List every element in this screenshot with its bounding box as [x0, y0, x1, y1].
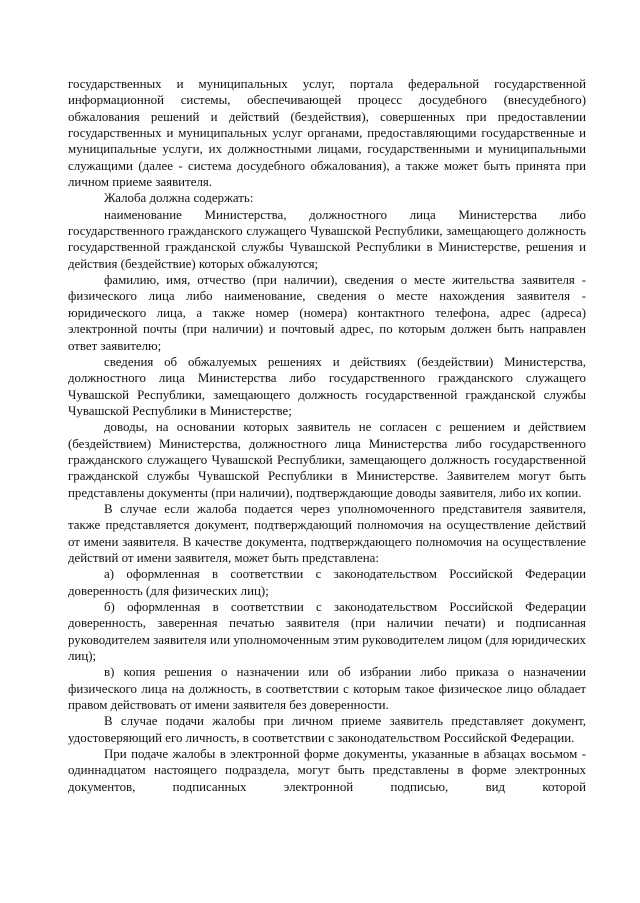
paragraph: а) оформленная в соответствии с законодательством Российской Федерации доверенность (для физических лиц); [68, 567, 586, 598]
paragraph: в) копия решения о назначении или об избрании либо приказа о назначении физического лица на должность, в соответствии с которым такое физическое лицо обладает правом действовать от имени заявителя без доверенности. [68, 665, 586, 713]
paragraph: При подаче жалобы в электронной форме документы, указанные в абзацах восьмом - одиннадцатом настоящего подраздела, могут быть представлены в форме электронных документов, подписанных электронной подписью, вид которой [68, 747, 586, 794]
paragraph: сведения об обжалуемых решениях и действиях (бездействии) Министерства, должностного лица Министерства либо государственного гражданского служащего Чувашской Республики, замещающего должность государственной гражданской службы Чувашской Республики в Министерстве; [68, 354, 586, 418]
paragraph: Жалоба должна содержать: [104, 191, 254, 206]
paragraph: государственных и муниципальных услуг, портала федеральной государственной информационной системы, обеспечивающей процесс досудебного (внесудебного) обжалования решений и действий (бездействия), совершенных при предоставлении государственных и муниципальных услуг органами, предоставляющими государственные и муниципальные услуги, их должностными лицами, государственными и муниципальными служащими (далее - система досудебного обжалования), а также может быть принята при личном приеме заявителя. [68, 77, 586, 190]
paragraph: В случае если жалоба подается через уполномоченного представителя заявителя, также представляется документ, подтверждающий полномочия на осуществление действий от имени заявителя. В качестве документа, подтверждающего полномочия на осуществление действий от имени заявителя, может быть представлена: [68, 501, 586, 565]
paragraph: наименование Министерства, должностного лица Министерства либо государственного гражданского служащего Чувашской Республики, замещающего должность государственной гражданской службы Чувашской Республики в Министерстве, решения и действия (бездействие) которых обжалуются; [68, 207, 586, 271]
paragraph: доводы, на основании которых заявитель не согласен с решением и действием (бездействием) Министерства, должностного лица Министерства либо государственного гражданского служащего Чувашской Республики, замещающего должность государственной гражданской службы Чувашской Республики в Министерстве. Заявителем могут быть представлены документы (при наличии), подтверждающие доводы заявителя, либо их копии. [68, 420, 586, 500]
paragraph: б) оформленная в соответствии с законодательством Российской Федерации доверенность, заверенная печатью заявителя (при наличии печати) и подписанная руководителем заявителя или уполномоченным этим руководителем лицом (для юридических лиц); [68, 600, 586, 664]
paragraph: фамилию, имя, отчество (при наличии), сведения о месте жительства заявителя - физического лица либо наименование, сведения о месте нахождения заявителя - юридического лица, а также номер (номера) контактного телефона, адрес (адреса) электронной почты (при наличии) и почтовый адрес, по которым должен быть направлен ответ заявителю; [68, 273, 586, 353]
paragraph: В случае подачи жалобы при личном приеме заявитель представляет документ, удостоверяющий его личность, в соответствии с законодательством Российской Федерации. [68, 714, 586, 745]
document-page [68, 76, 586, 795]
